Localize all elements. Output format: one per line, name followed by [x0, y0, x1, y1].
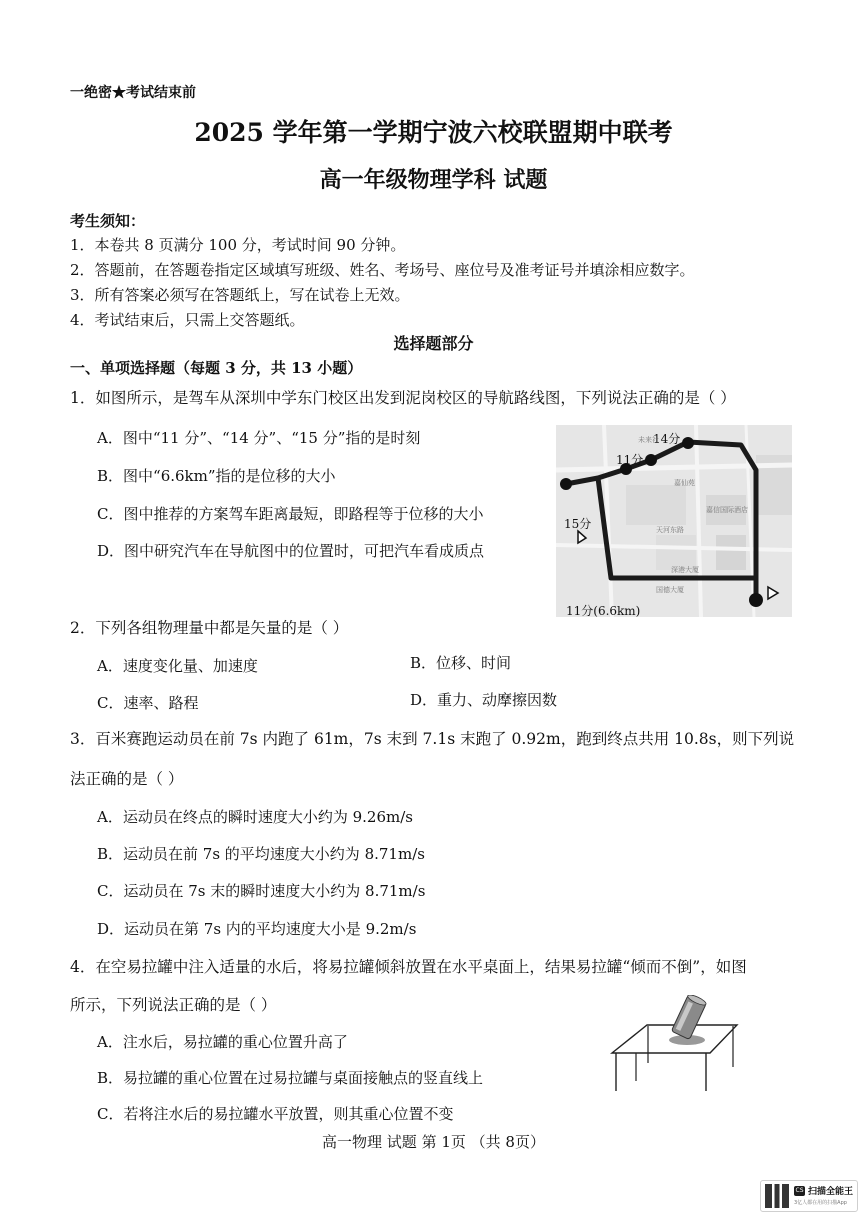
page-footer: 高一物理 试题 第 1页 （共 8页）: [322, 1133, 545, 1151]
section-title: 选择题部分: [393, 334, 474, 353]
q3-option-a: A．运动员在终点的瞬时速度大小约为 9.26m/s: [97, 808, 413, 826]
tilted-can-figure: [602, 995, 742, 1095]
question-3-stem-cont: 法正确的是（ ）: [70, 770, 184, 788]
q3-option-b: B．运动员在前 7s 的平均速度大小约为 8.71m/s: [97, 845, 425, 863]
map-place: 天河东路: [656, 526, 684, 534]
question-2-stem: 2．下列各组物理量中都是矢量的是（ ）: [70, 619, 349, 637]
scanner-watermark: [760, 1180, 858, 1212]
part-title: 一、单项选择题（每题 3 分，共 13 小题）: [70, 359, 363, 377]
q2-option-c: C．速率、路程: [97, 694, 199, 712]
exam-subtitle: 高一年级物理学科 试题: [319, 167, 548, 193]
map-label-11min: 11分: [616, 453, 644, 467]
q4-option-b: B．易拉罐的重心位置在过易拉罐与桌面接触点的竖直线上: [97, 1069, 484, 1087]
q2-option-d: D．重力、动摩擦因数: [410, 691, 558, 709]
confidential-mark: 一绝密★考试结束前: [70, 85, 196, 101]
q1-option-a: A．图中“11 分”、“14 分”、“15 分”指的是时刻: [97, 429, 421, 447]
notice-item: 3．所有答案必须写在答题纸上，写在试卷上无效。: [70, 286, 410, 304]
map-label-distance: 11分(6.6km): [566, 604, 641, 617]
navigation-map: [556, 425, 792, 617]
q1-option-b: B．图中“6.6km”指的是位移的大小: [97, 467, 336, 485]
q2-option-b: B．位移、时间: [410, 654, 512, 672]
map-place: 深港大厦: [671, 566, 699, 574]
scanner-app-tagline: 3亿人都在用的扫描App: [794, 1200, 847, 1206]
q3-option-d: D．运动员在第 7s 内的平均速度大小是 9.2m/s: [97, 920, 417, 938]
map-place: 国德大厦: [656, 586, 684, 594]
notice-item: 2．答题前，在答题卷指定区域填写班级、姓名、考场号、座位号及准考证号并填涂相应数字。: [70, 261, 695, 279]
map-place: 嘉仙苑: [674, 479, 695, 487]
question-4-stem: 4．在空易拉罐中注入适量的水后，将易拉罐倾斜放置在水平桌面上，结果易拉罐“倾而不倒”，如图: [70, 958, 747, 976]
q1-option-c: C．图中推荐的方案驾车距离最短，即路程等于位移的大小: [97, 505, 484, 523]
scanner-app-name: 扫描全能王: [808, 1187, 854, 1197]
question-3-stem: 3．百米赛跑运动员在前 7s 内跑了 61m，7s 末到 7.1s 末跑了 0.92m，跑到终点共用 10.8s，则下列说: [70, 730, 795, 748]
map-place: 未来社: [638, 436, 659, 444]
notice-item: 4．考试结束后，只需上交答题纸。: [70, 311, 305, 329]
map-place: 嘉信国际酒店: [706, 506, 748, 514]
q3-option-c: C．运动员在 7s 末的瞬时速度大小约为 8.71m/s: [97, 882, 426, 900]
q4-option-a: A．注水后，易拉罐的重心位置升高了: [97, 1033, 348, 1051]
table-drawing: [602, 995, 742, 1095]
q4-option-c: C．若将注水后的易拉罐水平放置，则其重心位置不变: [97, 1105, 454, 1123]
qr-code-icon: [765, 1184, 789, 1208]
exam-title: 2025 学年第一学期宁波六校联盟期中联考: [194, 118, 673, 147]
question-1-stem: 1．如图所示，是驾车从深圳中学东门校区出发到泥岗校区的导航路线图，下列说法正确的是（ ）: [70, 389, 736, 407]
notice-item: 1．本卷共 8 页满分 100 分，考试时间 90 分钟。: [70, 236, 406, 254]
notice-heading: 考生须知：: [70, 212, 146, 230]
map-label-14min: 14分: [653, 432, 681, 446]
q1-option-d: D．图中研究汽车在导航图中的位置时，可把汽车看成质点: [97, 542, 485, 560]
question-4-stem-cont: 所示，下列说法正确的是（ ）: [70, 996, 277, 1014]
camscanner-logo-icon: CS: [795, 1187, 804, 1194]
map-label-15min: 15分: [564, 517, 592, 531]
q2-option-a: A．速度变化量、加速度: [97, 657, 258, 675]
